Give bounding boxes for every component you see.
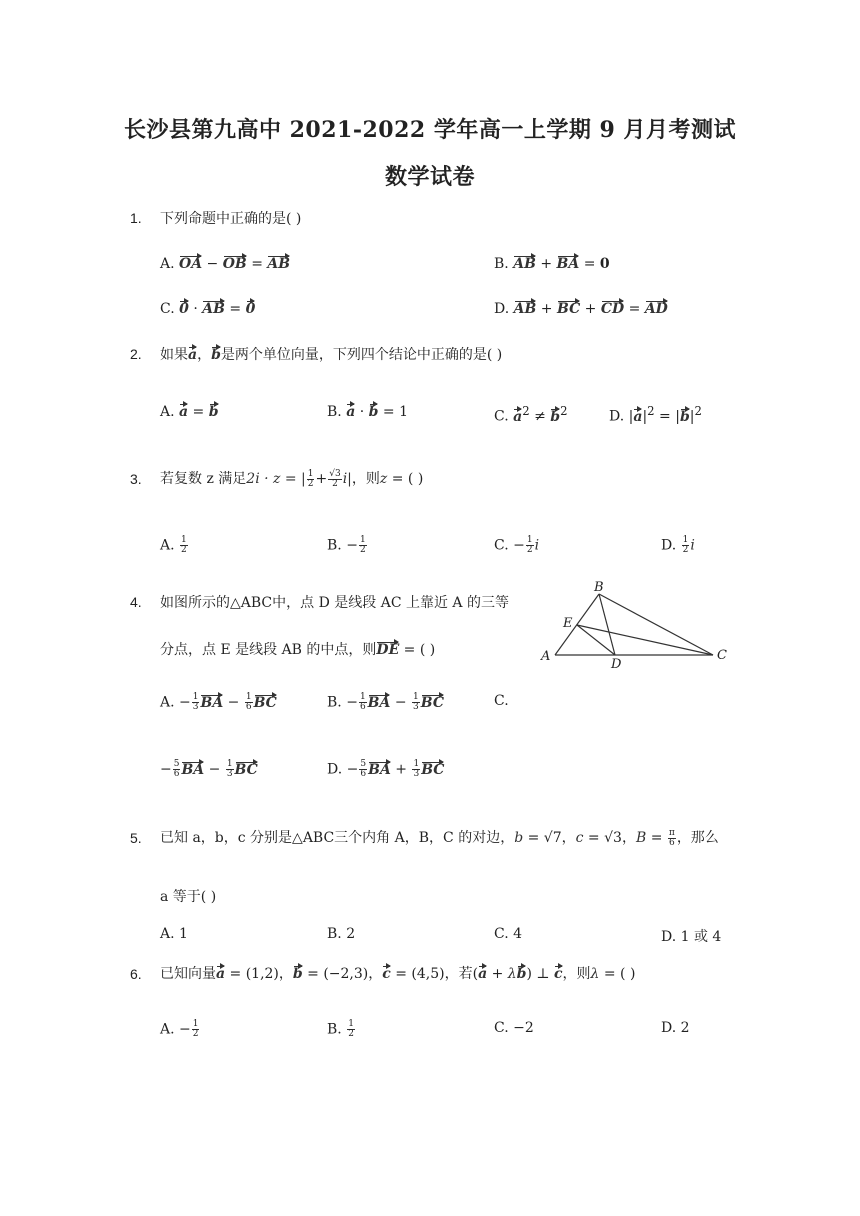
point-label-a: A bbox=[541, 649, 551, 664]
option-a: A. OA − OB = AB bbox=[160, 256, 291, 272]
point-label-e: E bbox=[563, 616, 573, 631]
question-number: 3. bbox=[130, 471, 142, 487]
option-a: A. − $\frac{1}{3}$ BA − $\frac{1}{6}$ BC bbox=[160, 692, 277, 712]
exam-subtitle: 数学试卷 bbox=[384, 164, 475, 190]
question-stem: 下列命题中正确的是( ) bbox=[160, 211, 302, 227]
option-c: C. 4 bbox=[494, 926, 523, 942]
option-d: D. $\frac{1}{2}$ i bbox=[661, 535, 695, 555]
option-c: C. −2 bbox=[494, 1020, 534, 1036]
exam-title: 长沙县第九高中 2021-2022 学年高一上学期 9 月月考测试 bbox=[123, 117, 737, 143]
question-stem-line2: 分点，点 E 是线段 AB 的中点，则DE = ( ) bbox=[160, 642, 436, 658]
triangle-figure bbox=[535, 578, 735, 670]
option-d: D. 2 bbox=[661, 1020, 690, 1036]
option-c: C. $a^2 \ne b^2$ bbox=[494, 404, 568, 425]
option-b: B. AB + BA = 0 bbox=[494, 256, 610, 272]
point-label-d: D bbox=[611, 657, 622, 670]
option-d: D. AB + BC + CD = AD bbox=[494, 301, 668, 317]
option-c: − $\frac{5}{6}$ BA − $\frac{1}{3}$ BC bbox=[160, 759, 258, 779]
question-stem-line1: 已知 a，b，c 分别是△ABC三个内角 A，B，C 的对边，b = √7，c = √3，B = $\frac{\pi}{6}$ ，那么 bbox=[160, 827, 719, 848]
point-label-c: C bbox=[717, 648, 727, 663]
option-b: B. a · b = 1 bbox=[327, 404, 408, 420]
question-stem: 已知向量a = (1,2)，b = (−2,3)，c = (4,5)，若(a + λb) ⊥ c，则λ = ( ) bbox=[160, 966, 636, 982]
option-d: D. $|a|^2 = |b|^2$ bbox=[609, 404, 702, 425]
question-stem-line2: a 等于( ) bbox=[160, 889, 217, 905]
option-b: B. $\frac{1}{2}$ bbox=[327, 1019, 354, 1039]
option-b: B. − $\frac{1}{2}$ bbox=[327, 535, 366, 555]
question-stem: 若复数 z 满足2i · z = | $\frac{1}{2}$ + $\frac{√3}{2}$ i|，则z = ( ) bbox=[160, 468, 424, 489]
question-number: 1. bbox=[130, 210, 142, 226]
option-c: C. 0 · AB = 0 bbox=[160, 301, 256, 317]
option-a: A. $\frac{1}{2}$ bbox=[160, 535, 187, 555]
question-stem: 如果a，b是两个单位向量，下列四个结论中正确的是( ) bbox=[160, 347, 503, 363]
question-number: 5. bbox=[130, 830, 142, 846]
question-stem-line1: 如图所示的△ABC中，点 D 是线段 AC 上靠近 A 的三等 bbox=[160, 595, 509, 611]
option-d: D. 1 或 4 bbox=[661, 929, 722, 945]
question-number: 2. bbox=[130, 346, 142, 362]
option-a: A. − $\frac{1}{2}$ bbox=[160, 1019, 199, 1039]
option-b: B. 2 bbox=[327, 926, 356, 942]
point-label-b: B bbox=[594, 580, 604, 595]
option-b: B. − $\frac{1}{6}$ BA − $\frac{1}{3}$ BC bbox=[327, 692, 444, 712]
option-a: A. a = b bbox=[160, 404, 219, 420]
question-number: 6. bbox=[130, 966, 142, 982]
option-c-label: C. bbox=[494, 693, 509, 709]
option-a: A. 1 bbox=[160, 926, 188, 942]
option-c: C. − $\frac{1}{2}$ i bbox=[494, 535, 540, 555]
option-d: D. − $\frac{5}{6}$ BA + $\frac{1}{3}$ BC bbox=[327, 759, 445, 779]
question-number: 4. bbox=[130, 594, 142, 610]
